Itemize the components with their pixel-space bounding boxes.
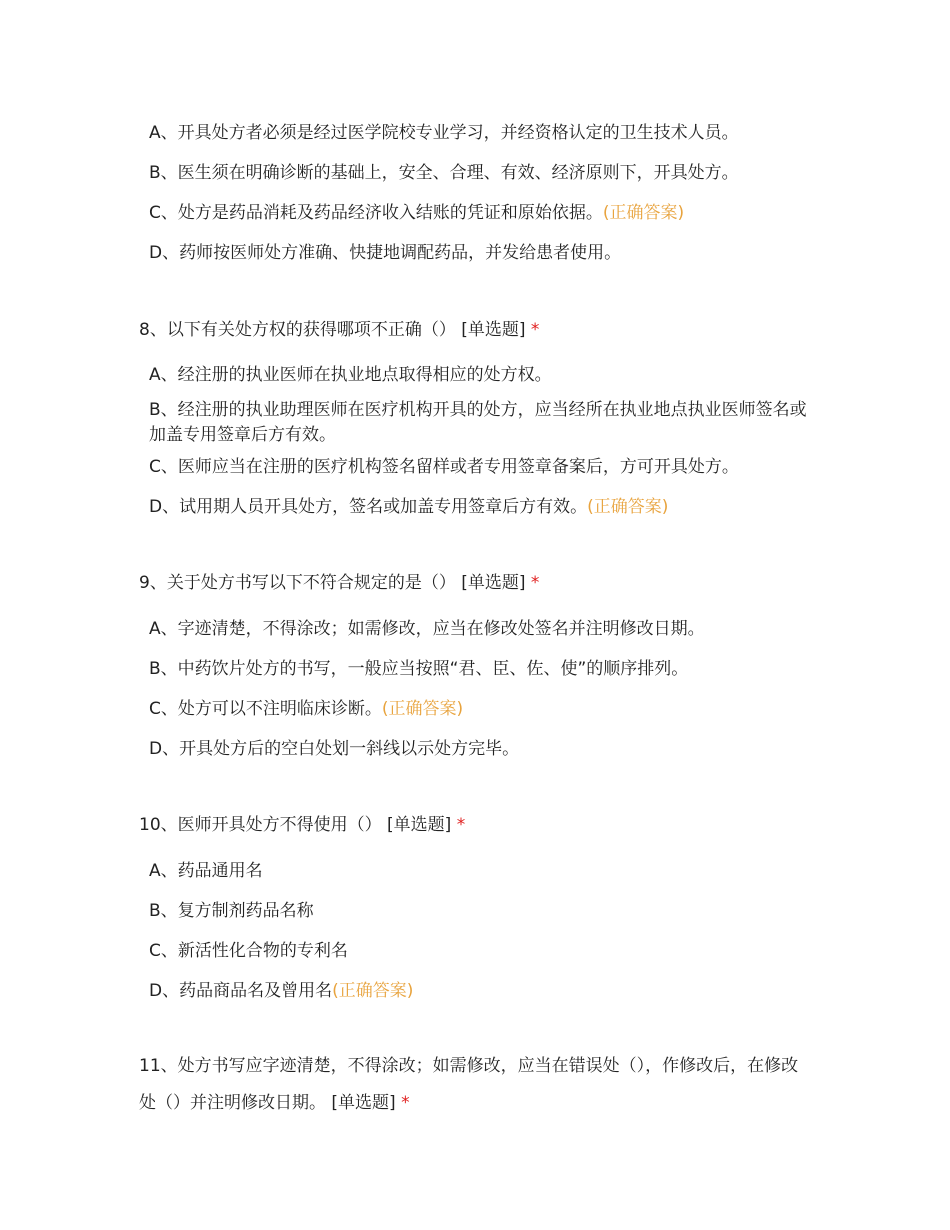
q7-option-c[interactable] (149, 201, 684, 226)
option-text: D、药品商品名及曾用名 (149, 981, 333, 1001)
option-text: A、开具处方者必须是经过医学院校专业学习，并经资格认定的卫生技术人员。 (149, 123, 739, 143)
q9-option-d[interactable] (149, 737, 519, 762)
question-text: 9、关于处方书写以下不符合规定的是（） (139, 573, 456, 593)
q10-option-d[interactable] (149, 979, 413, 1004)
q10-title (139, 811, 465, 839)
option-text: D、试用期人员开具处方，签名或加盖专用签章后方有效。 (149, 497, 588, 517)
question-text: 10、医师开具处方不得使用（） (139, 815, 382, 835)
q9-option-c[interactable] (149, 697, 463, 722)
option-text: D、开具处方后的空白处划一斜线以示处方完毕。 (149, 739, 520, 759)
option-text: C、处方是药品消耗及药品经济收入结账的凭证和原始依据。 (149, 203, 603, 223)
correct-answer-label: (正确答案) (602, 203, 685, 223)
option-text: C、医师应当在注册的医疗机构签名留样或者专用签章备案后，方可开具处方。 (149, 457, 739, 477)
q8-option-a[interactable] (149, 363, 552, 388)
question-type-tag: [单选题] (461, 573, 526, 593)
q10-option-b[interactable] (149, 899, 314, 924)
q7-option-a[interactable] (149, 121, 739, 146)
required-mark: * (456, 815, 466, 835)
option-text: D、药师按医师处方准确、快捷地调配药品，并发给患者使用。 (149, 243, 622, 263)
option-text: C、处方可以不注明临床诊断。 (149, 699, 382, 719)
q9-title (139, 569, 539, 597)
q9-option-a[interactable] (149, 617, 705, 642)
option-text: A、字迹清楚，不得涂改；如需修改，应当在修改处签名并注明修改日期。 (149, 619, 705, 639)
question-type-tag: [单选题] (387, 815, 452, 835)
required-mark: * (401, 1093, 410, 1113)
question-type-tag: [单选题] (461, 320, 526, 340)
option-text: C、新活性化合物的专利名 (149, 941, 348, 961)
required-mark: * (530, 573, 540, 593)
q8-title (139, 316, 539, 344)
required-mark: * (530, 320, 540, 340)
correct-answer-label: (正确答案) (381, 699, 464, 719)
q9-option-b[interactable] (149, 657, 688, 682)
question-text: 8、以下有关处方权的获得哪项不正确（） (139, 320, 456, 340)
option-text: B、复方制剂药品名称 (149, 901, 314, 921)
question-text: 11、处方书写应字迹清楚，不得涂改；如需修改，应当在错误处（），作修改后，在修改处（）并注明修改日期。 (139, 1056, 799, 1113)
option-text: A、药品通用名 (149, 861, 263, 881)
q8-option-c[interactable] (149, 455, 739, 480)
question-type-tag: [单选题] (331, 1093, 396, 1113)
q8-option-d[interactable] (149, 495, 668, 520)
q7-option-d[interactable] (149, 241, 621, 266)
q10-option-c[interactable] (149, 939, 348, 964)
option-text: B、经注册的执业助理医师在医疗机构开具的处方，应当经所在执业地点执业医师签名或加盖专用签章后方有效。 (149, 400, 807, 445)
option-text: B、中药饮片处方的书写，一般应当按照“君、臣、佐、使”的顺序排列。 (149, 659, 689, 679)
q7-option-b[interactable] (149, 161, 739, 186)
q11-title (139, 1048, 799, 1122)
option-text: A、经注册的执业医师在执业地点取得相应的处方权。 (149, 365, 552, 385)
q8-option-b[interactable] (149, 398, 809, 448)
correct-answer-label: (正确答案) (332, 981, 414, 1001)
correct-answer-label: (正确答案) (587, 497, 669, 517)
q10-option-a[interactable] (149, 859, 263, 884)
option-text: B、医生须在明确诊断的基础上，安全、合理、有效、经济原则下，开具处方。 (149, 163, 739, 183)
